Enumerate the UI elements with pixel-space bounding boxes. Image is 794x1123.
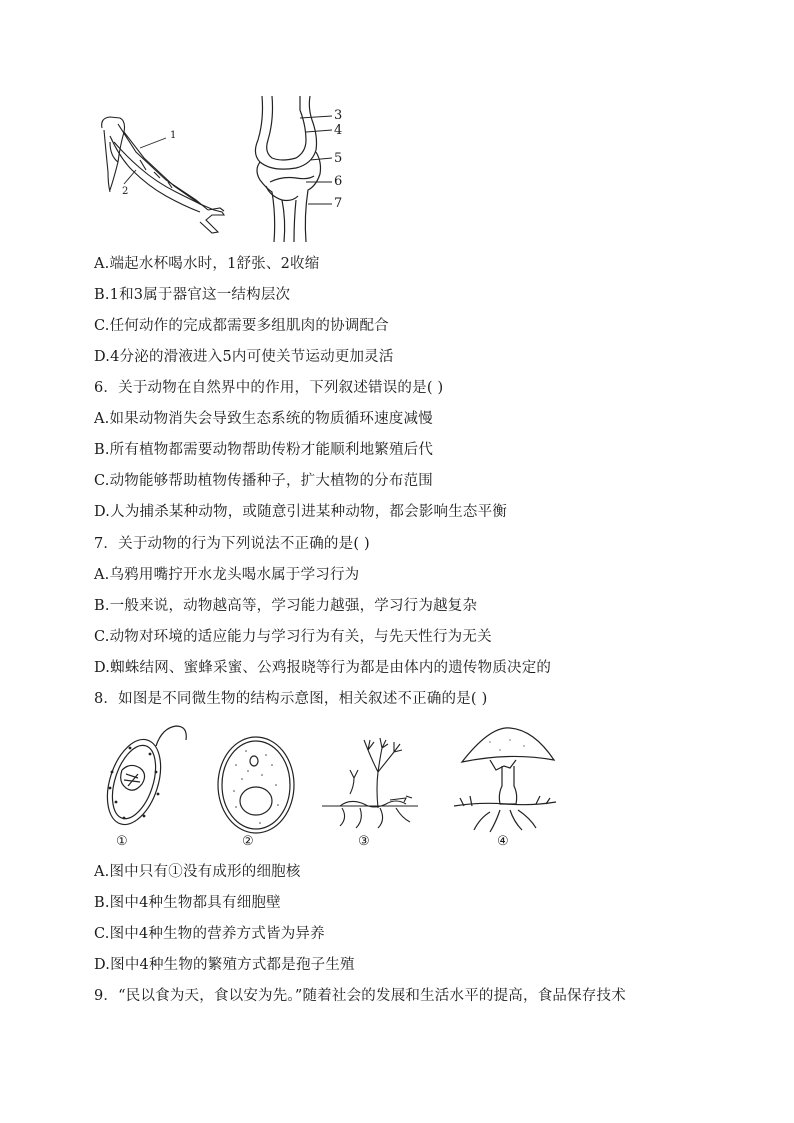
microbe-label-4: ④ [497, 834, 509, 849]
q5-option-c: C.任何动作的完成都需要多组肌肉的协调配合 [94, 318, 389, 334]
mushroom-figure [450, 722, 560, 832]
microbe-label-1: ① [116, 834, 128, 849]
knee-joint-figure [252, 96, 332, 242]
q5-option-a: A.端起水杯喝水时，1舒张、2收缩 [94, 256, 320, 272]
q8-option-c: C.图中4种生物的营养方式皆为异养 [94, 926, 325, 942]
q6-stem: 6．关于动物在自然界中的作用，下列叙述错误的是( ) [94, 380, 444, 396]
arm-muscle-figure [96, 112, 231, 240]
q8-stem: 8．如图是不同微生物的结构示意图，相关叙述不正确的是( ) [94, 691, 488, 707]
joint-label-3: 3 [334, 108, 343, 123]
q8-option-d: D.图中4种生物的繁殖方式都是孢子生殖 [94, 957, 355, 973]
q8-option-a: A.图中只有①没有成形的细胞核 [94, 864, 301, 880]
microbe-label-2: ② [242, 834, 254, 849]
q9-stem: 9．“民以食为天，食以安为先。”随着社会的发展和生活水平的提高，食品保存技术 [94, 988, 626, 1004]
q8-option-b: B.图中4种生物都具有细胞壁 [94, 895, 281, 911]
q7-option-d: D.蜘蛛结网、蜜蜂采蜜、公鸡报晓等行为都是由体内的遗传物质决定的 [94, 660, 552, 676]
arm-label-1: 1 [170, 130, 177, 141]
joint-label-7: 7 [334, 196, 343, 211]
q5-option-b: B.1和3属于器官这一结构层次 [94, 287, 291, 303]
q6-option-c: C.动物能够帮助植物传播种子，扩大植物的分布范围 [94, 473, 433, 489]
bacterium-figure [100, 722, 190, 832]
q5-option-d: D.4分泌的滑液进入5内可使关节运动更加灵活 [94, 349, 394, 365]
q6-option-d: D.人为捕杀某种动物，或随意引进某种动物，都会影响生态平衡 [94, 504, 508, 520]
q7-stem: 7．关于动物的行为下列说法不正确的是( ) [94, 536, 370, 552]
q7-option-c: C.动物对环境的适应能力与学习行为有关，与先天性行为无关 [94, 629, 492, 645]
mold-figure [320, 738, 420, 830]
joint-label-6: 6 [334, 174, 343, 189]
q6-option-b: B.所有植物都需要动物帮助传粉才能顺利地繁殖后代 [94, 442, 434, 458]
arm-label-2: 2 [122, 186, 129, 197]
yeast-figure [216, 735, 300, 835]
joint-label-4: 4 [334, 123, 343, 138]
q6-option-a: A.如果动物消失会导致生态系统的物质循环速度减慢 [94, 411, 433, 427]
q7-option-b: B.一般来说，动物越高等，学习能力越强，学习行为越复杂 [94, 598, 478, 614]
microbe-label-3: ③ [358, 834, 370, 849]
q7-option-a: A.乌鸦用嘴拧开水龙头喝水属于学习行为 [94, 567, 360, 583]
joint-label-5: 5 [334, 151, 343, 166]
